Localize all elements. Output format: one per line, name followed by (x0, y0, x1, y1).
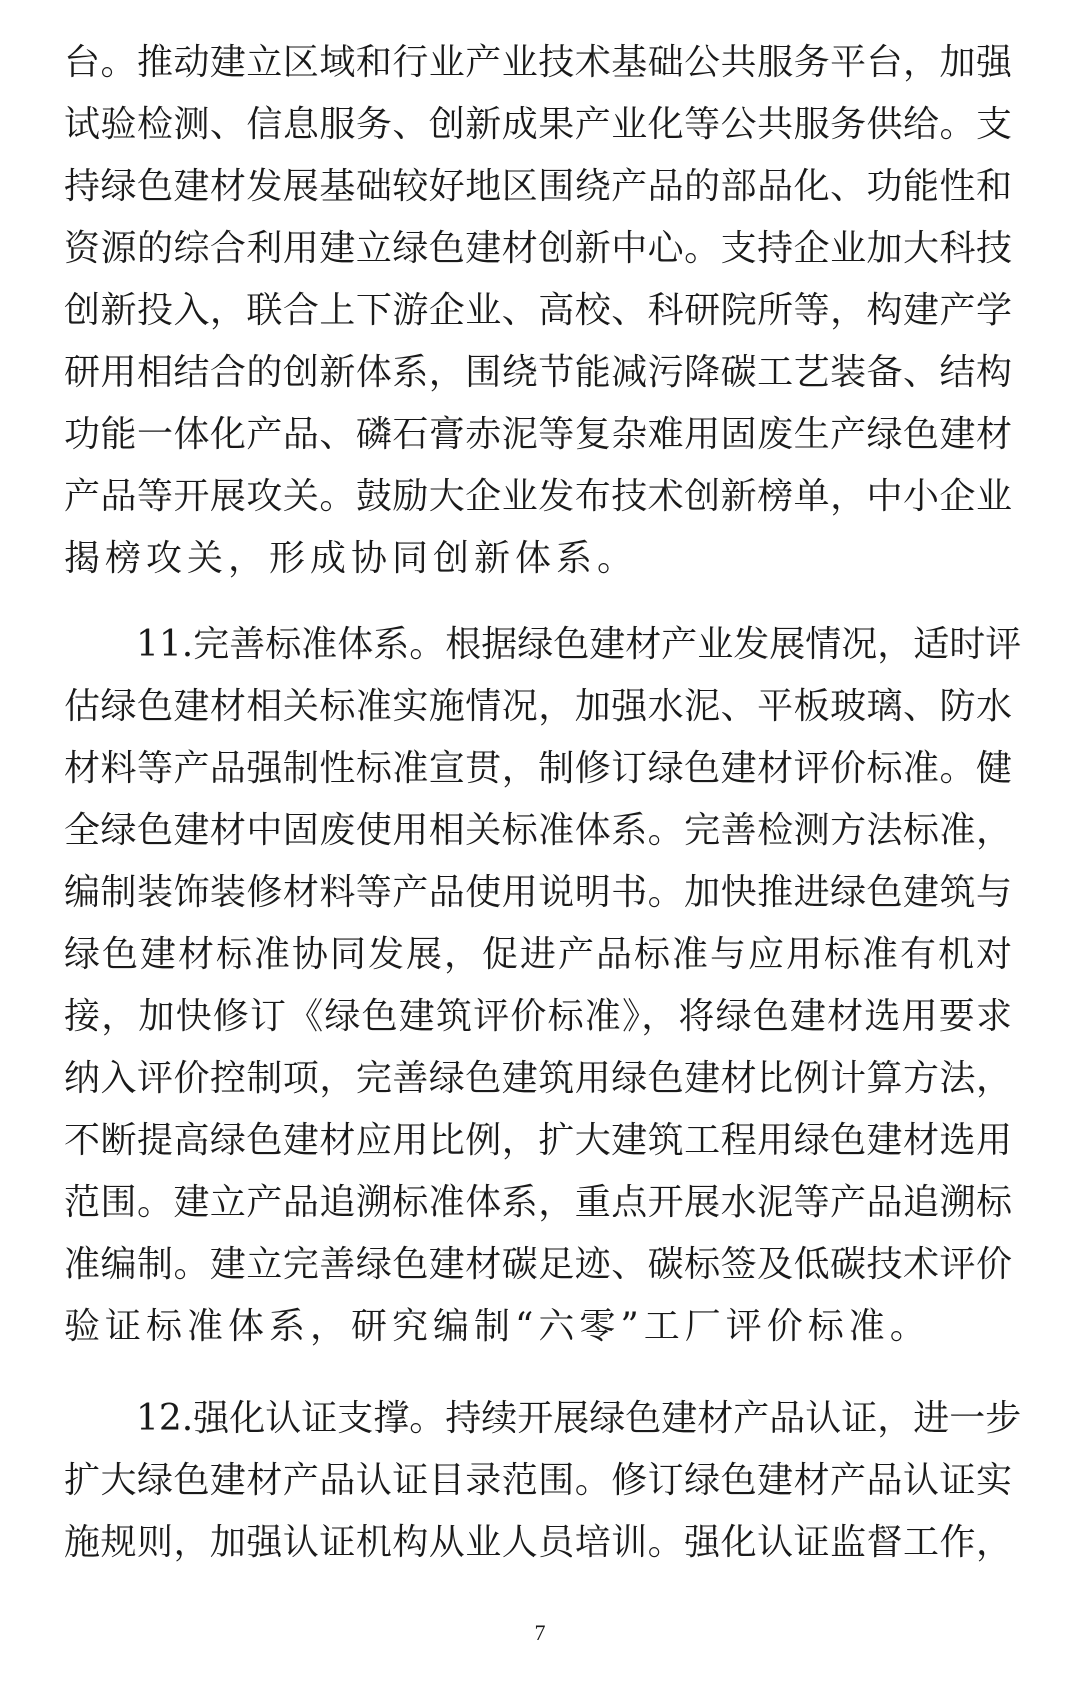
text-line: 准编制。建立完善绿色建材碳足迹、碳标签及低碳技术评价 (64, 1244, 1012, 1285)
text-line: 扩大绿色建材产品认证目录范围。修订绿色建材产品认证实 (64, 1460, 1012, 1501)
paragraph-continuation (64, 32, 1012, 590)
text-line: 范围。建立产品追溯标准体系，重点开展水泥等产品追溯标 (64, 1182, 1012, 1223)
text-line: 功能一体化产品、磷石膏赤泥等复杂难用固废生产绿色建材 (64, 414, 1012, 455)
text-line: 施规则，加强认证机构从业人员培训。强化认证监督工作， (64, 1522, 1012, 1563)
text-line: 资源的综合利用建立绿色建材创新中心。支持企业加大科技 (64, 228, 1012, 269)
text-line: 11.完善标准体系。根据绿色建材产业发展情况，适时评 (64, 624, 1022, 665)
text-line: 绿色建材标准协同发展，促进产品标准与应用标准有机对 (64, 934, 1012, 975)
text-line: 估绿色建材相关标准实施情况，加强水泥、平板玻璃、防水 (64, 686, 1012, 727)
text-line: 编制装饰装修材料等产品使用说明书。加快推进绿色建筑与 (64, 872, 1012, 913)
text-line: 不断提高绿色建材应用比例，扩大建筑工程用绿色建材选用 (64, 1120, 1012, 1161)
text-line: 持绿色建材发展基础较好地区围绕产品的部品化、功能性和 (64, 166, 1012, 207)
text-line: 产品等开展攻关。鼓励大企业发布技术创新榜单，中小企业 (64, 476, 1012, 517)
paragraph-standards-system (64, 614, 1022, 1358)
text-line: 12.强化认证支撑。持续开展绿色建材产品认证，进一步 (64, 1398, 1022, 1439)
text-line: 纳入评价控制项，完善绿色建筑用绿色建材比例计算方法， (64, 1058, 1012, 1099)
text-line: 材料等产品强制性标准宣贯，制修订绿色建材评价标准。健 (64, 748, 1012, 789)
text-line: 全绿色建材中固废使用相关标准体系。完善检测方法标准， (64, 810, 1012, 851)
text-line: 台。推动建立区域和行业产业技术基础公共服务平台，加强 (64, 42, 1012, 83)
text-line: 试验检测、信息服务、创新成果产业化等公共服务供给。支 (64, 104, 1012, 145)
text-line: 揭榜攻关，形成协同创新体系。 (64, 538, 639, 579)
page-number: 7 (534, 1620, 546, 1645)
text-line: 接，加快修订《绿色建筑评价标准》，将绿色建材选用要求 (64, 996, 1012, 1037)
text-line: 验证标准体系，研究编制“六零”工厂评价标准。 (64, 1306, 931, 1347)
text-line: 研用相结合的创新体系，围绕节能减污降碳工艺装备、结构 (64, 352, 1012, 393)
text-line: 创新投入，联合上下游企业、高校、科研院所等，构建产学 (64, 290, 1012, 331)
paragraph-certification-support (64, 1388, 1022, 1574)
